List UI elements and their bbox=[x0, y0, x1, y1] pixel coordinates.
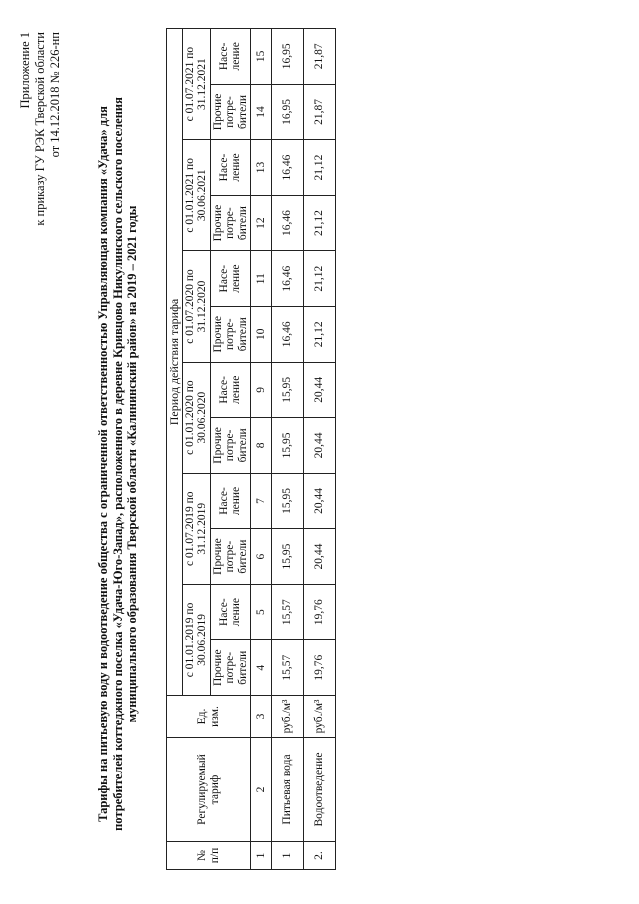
header-other-consumers: Прочие потре- бители bbox=[210, 84, 251, 140]
row-value: 20,44 bbox=[304, 362, 336, 418]
row-num: 2. bbox=[304, 842, 336, 870]
document-title bbox=[96, 84, 140, 844]
column-number: 6 bbox=[251, 529, 272, 585]
header-population: Насе- ление bbox=[210, 140, 251, 196]
row-value: 15,57 bbox=[272, 640, 304, 696]
row-value: 16,95 bbox=[272, 29, 304, 85]
header-population: Насе- ление bbox=[210, 584, 251, 640]
appendix-line-3: от 14.12.2018 № 226-нп bbox=[48, 32, 62, 158]
column-number: 9 bbox=[251, 362, 272, 418]
header-num: № п/п bbox=[167, 842, 251, 870]
appendix-line-1: Приложение 1 bbox=[18, 32, 32, 109]
appendix-reference bbox=[18, 32, 63, 226]
row-value: 20,44 bbox=[304, 473, 336, 529]
row-value: 21,12 bbox=[304, 251, 336, 307]
header-other-consumers: Прочие потре- бители bbox=[210, 640, 251, 696]
row-value: 21,12 bbox=[304, 140, 336, 196]
row-value: 21,87 bbox=[304, 84, 336, 140]
row-value: 16,46 bbox=[272, 251, 304, 307]
header-population: Насе- ление bbox=[210, 251, 251, 307]
header-unit: Ед. изм. bbox=[167, 696, 251, 738]
row-unit: руб./м³ bbox=[272, 696, 304, 738]
row-value: 20,44 bbox=[304, 529, 336, 585]
header-period: Период действия тарифа bbox=[167, 29, 183, 696]
appendix-line-2: к приказу ГУ РЭК Тверской области bbox=[33, 32, 47, 226]
column-number: 12 bbox=[251, 195, 272, 251]
column-number: 15 bbox=[251, 29, 272, 85]
header-period-6: с 01.07.2021 по 31.12.2021 bbox=[182, 29, 210, 140]
column-number-row bbox=[251, 29, 272, 870]
row-value: 16,46 bbox=[272, 306, 304, 362]
header-population: Насе- ление bbox=[210, 473, 251, 529]
header-tariff: Регулируемый тариф bbox=[167, 738, 251, 842]
header-period-1: с 01.01.2019 по 30.06.2019 bbox=[182, 584, 210, 695]
row-value: 15,95 bbox=[272, 473, 304, 529]
row-value: 15,95 bbox=[272, 362, 304, 418]
column-number: 8 bbox=[251, 418, 272, 474]
tariff-table bbox=[166, 28, 336, 870]
column-number: 14 bbox=[251, 84, 272, 140]
column-number: 1 bbox=[251, 842, 272, 870]
title-line-3: муниципального образования Тверской области «Калининский район» на 2019 – 2021 годы bbox=[125, 205, 139, 723]
header-period-5: с 01.01.2021 по 30.06.2021 bbox=[182, 140, 210, 251]
row-value: 15,57 bbox=[272, 584, 304, 640]
table-row-drinking-water bbox=[272, 29, 304, 870]
column-number: 13 bbox=[251, 140, 272, 196]
header-population: Насе- ление bbox=[210, 362, 251, 418]
header-other-consumers: Прочие потре- бители bbox=[210, 418, 251, 474]
column-number: 5 bbox=[251, 584, 272, 640]
title-line-1: Тарифы на питьевую воду и водоотведение общества с ограниченной ответственностью Управляющая компания «Удача» для bbox=[96, 106, 110, 822]
row-value: 21,87 bbox=[304, 29, 336, 85]
title-line-2: потребителей коттеджного поселка «Удача-Юго-Запад», расположенного в деревне Кривцово Никулинского сельского поселения bbox=[110, 97, 125, 831]
row-value: 16,95 bbox=[272, 84, 304, 140]
row-value: 20,44 bbox=[304, 418, 336, 474]
column-number: 3 bbox=[251, 696, 272, 738]
row-value: 16,46 bbox=[272, 195, 304, 251]
header-population: Насе- ление bbox=[210, 29, 251, 85]
header-other-consumers: Прочие потре- бители bbox=[210, 306, 251, 362]
header-other-consumers: Прочие потре- бители bbox=[210, 195, 251, 251]
row-value: 15,95 bbox=[272, 418, 304, 474]
header-period-2: с 01.07.2019 по 31.12.2019 bbox=[182, 473, 210, 584]
row-value: 16,46 bbox=[272, 140, 304, 196]
row-value: 21,12 bbox=[304, 195, 336, 251]
column-number: 7 bbox=[251, 473, 272, 529]
column-number: 2 bbox=[251, 738, 272, 842]
row-tariff: Водоотведение bbox=[304, 738, 336, 842]
row-tariff: Питьевая вода bbox=[272, 738, 304, 842]
row-value: 19,76 bbox=[304, 584, 336, 640]
row-unit: руб./м³ bbox=[304, 696, 336, 738]
column-number: 4 bbox=[251, 640, 272, 696]
header-period-4: с 01.07.2020 по 31.12.2020 bbox=[182, 251, 210, 362]
header-period-3: с 01.01.2020 по 30.06.2020 bbox=[182, 362, 210, 473]
table-row-wastewater bbox=[304, 29, 336, 870]
row-value: 19,76 bbox=[304, 640, 336, 696]
column-number: 10 bbox=[251, 306, 272, 362]
header-other-consumers: Прочие потре- бители bbox=[210, 529, 251, 585]
row-num: 1 bbox=[272, 842, 304, 870]
row-value: 21,12 bbox=[304, 306, 336, 362]
row-value: 15,95 bbox=[272, 529, 304, 585]
column-number: 11 bbox=[251, 251, 272, 307]
